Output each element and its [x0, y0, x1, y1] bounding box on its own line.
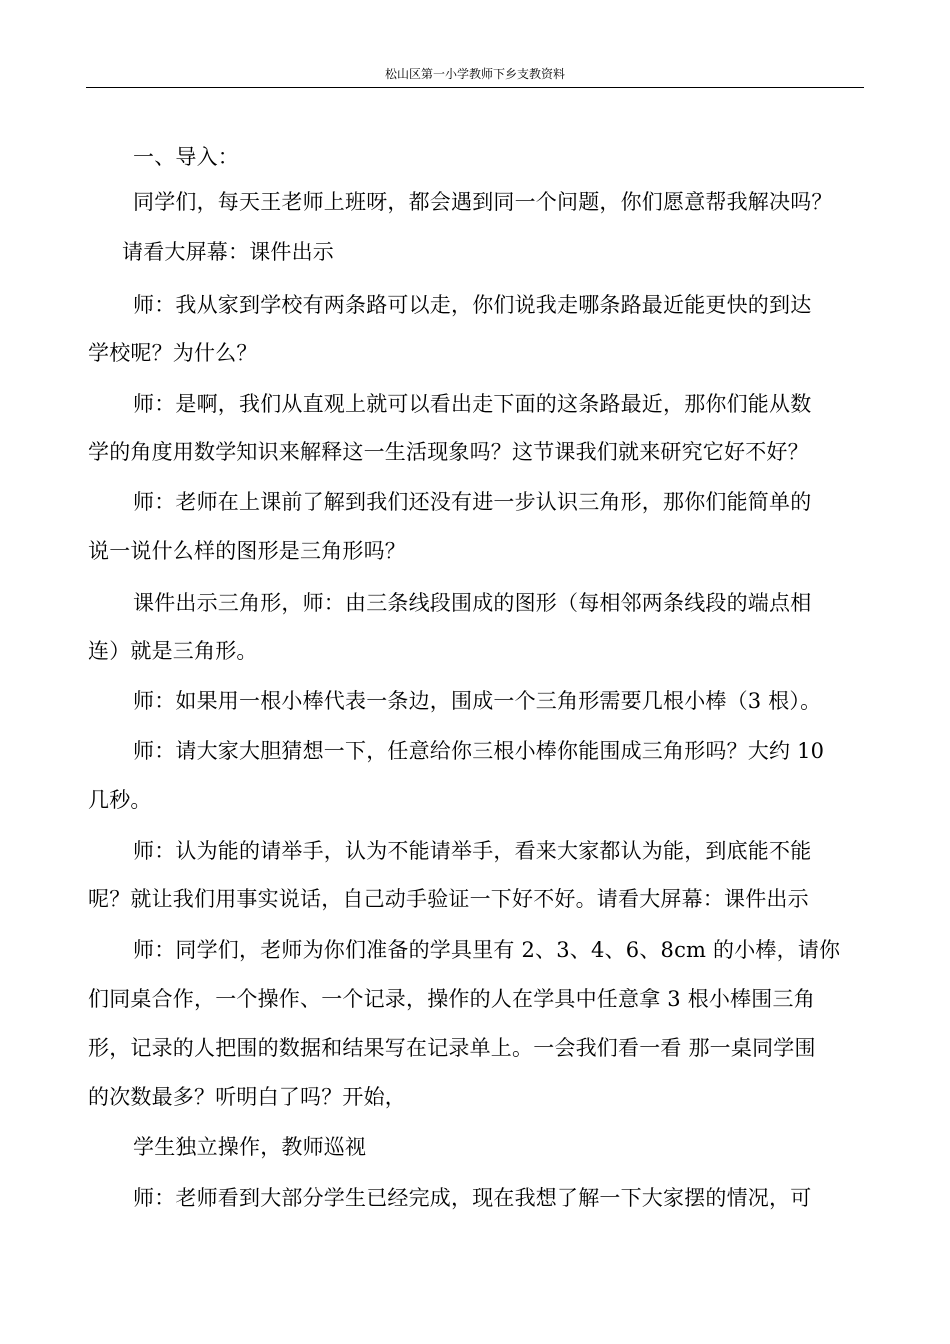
text-line: 师：老师看到大部分学生已经完成，现在我想了解一下大家摆的情况，可: [133, 1186, 812, 1210]
text-line: 们同桌合作，一个操作、一个记录，操作的人在学具中任意拿 3 根小棒围三角: [88, 987, 815, 1011]
text-line: 请看大屏幕：课件出示: [122, 240, 334, 264]
text-line: 师：认为能的请举手，认为不能请举手，看来大家都认为能，到底能不能: [133, 839, 812, 863]
text-line: 同学们，每天王老师上班呀，都会遇到同一个问题，你们愿意帮我解决吗？: [133, 190, 833, 214]
text-line: 学校呢？为什么？: [88, 341, 258, 365]
text-line: 师：同学们，老师为你们准备的学具里有 2、3、4、6、8cm 的小棒，请你: [133, 938, 841, 962]
header-title: 松山区第一小学教师下乡支教资料: [384, 67, 565, 81]
text-line: 师：如果用一根小棒代表一条边，围成一个三角形需要几根小棒（3 根）。: [133, 689, 822, 713]
text-line: 连）就是三角形。: [88, 639, 258, 663]
text-line: 的次数最多？听明白了吗？开始，: [88, 1085, 406, 1109]
text-line: 师：请大家大胆猜想一下，任意给你三根小棒你能围成三角形吗？大约 10: [133, 739, 825, 763]
page-header: [86, 66, 864, 88]
text-line: 形，记录的人把围的数据和结果写在记录单上。一会我们看一看 那一桌同学围: [88, 1036, 816, 1060]
text-line: 一、导入：: [133, 145, 239, 169]
text-line: 师：是啊，我们从直观上就可以看出走下面的这条路最近，那你们能从数: [133, 392, 812, 416]
text-line: 师：我从家到学校有两条路可以走，你们说我走哪条路最近能更快的到达: [133, 293, 812, 317]
text-line: 说一说什么样的图形是三角形吗？: [88, 539, 406, 563]
text-line: 师：老师在上课前了解到我们还没有进一步认识三角形，那你们能简单的: [133, 490, 812, 514]
text-line: 学的角度用数学知识来解释这一生活现象吗？这节课我们就来研究它好不好？: [88, 440, 809, 464]
text-line: 几秒。: [88, 788, 152, 812]
text-line: 呢？就让我们用事实说话，自己动手验证一下好不好。请看大屏幕：课件出示: [88, 887, 809, 911]
text-line: 学生独立操作，教师巡视: [133, 1135, 367, 1159]
text-line: 课件出示三角形，师：由三条线段围成的图形（每相邻两条线段的端点相: [133, 591, 812, 615]
